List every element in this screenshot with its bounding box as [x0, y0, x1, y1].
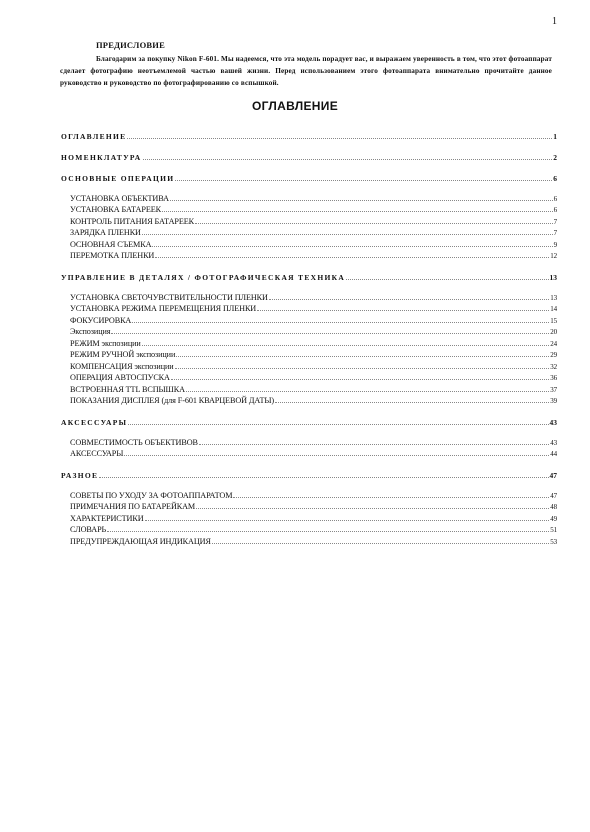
toc-entry[interactable] [61, 203, 557, 215]
toc-section [61, 415, 557, 459]
toc-section-entry[interactable] [61, 468, 557, 480]
toc-entry-page: 53 [550, 537, 557, 546]
toc-entry-label: УСТАНОВКА СВЕТОЧУВСТВИТЕЛЬНОСТИ ПЛЕНКИ [70, 292, 268, 302]
toc-leader-dots [195, 222, 553, 224]
toc-entry-page: 48 [550, 503, 557, 511]
toc-entry-page: 7 [553, 229, 557, 237]
toc-leader-dots [170, 199, 553, 201]
toc-section-entry[interactable] [61, 129, 557, 141]
toc-entry-label: ОПЕРАЦИЯ АВТОСПУСКА [70, 373, 170, 382]
toc-section-page: 1 [553, 132, 557, 141]
toc-leader-dots [155, 256, 549, 258]
toc-section-page: 13 [549, 273, 557, 282]
toc-entry-page: 12 [550, 252, 557, 260]
toc-section-page: 43 [549, 418, 557, 427]
toc-leader-dots [124, 454, 549, 456]
preface-title: ПРЕДИСЛОВИЕ [96, 40, 165, 50]
toc-leader-dots [175, 367, 550, 369]
toc-section-title: АКСЕССУАРЫ [61, 418, 128, 427]
toc-section-title: НОМЕНКЛАТУРА [61, 153, 142, 162]
toc-entry-label: СОВЕТЫ ПО УХОДУ ЗА ФОТОАППАРАТОМ [70, 490, 233, 500]
toc-leader-dots [132, 321, 549, 323]
toc-title: ОГЛАВЛЕНИЕ [251, 99, 338, 113]
toc-entry-page: 20 [550, 328, 557, 336]
toc-entry-page: 7 [553, 217, 557, 226]
toc-entry[interactable] [61, 359, 557, 371]
toc-entry-list [61, 488, 557, 546]
toc-entry-label: ХАРАКТЕРИСТИКИ [70, 513, 144, 523]
toc-entry-label: ПОКАЗАНИЯ ДИСПЛЕЯ (для F-601 КВАРЦЕВОЙ ДАТЫ) [70, 396, 275, 405]
toc-entry-page: 14 [550, 305, 557, 313]
toc-leader-dots [111, 332, 549, 334]
toc-leader-dots [269, 298, 549, 300]
toc-entry-label: УСТАНОВКА РЕЖИМА ПЕРЕМЕЩЕНИЯ ПЛЕНКИ [70, 304, 257, 313]
toc-entry-page: 24 [550, 339, 557, 348]
toc-entry-label: ПЕРЕМОТКА ПЛЕНКИ [70, 251, 155, 260]
toc-leader-dots [186, 390, 549, 392]
toc-leader-dots [171, 378, 549, 380]
toc-leader-dots [142, 344, 549, 346]
toc-entry[interactable] [61, 523, 557, 535]
page-number: 1 [552, 16, 557, 27]
toc-entry-page: 43 [550, 438, 557, 447]
toc-leader-dots [199, 443, 549, 445]
toc-section-page: 2 [553, 153, 557, 162]
toc-entry-label: ФОКУСИРОВКА [70, 315, 132, 325]
table-of-contents [61, 120, 557, 547]
preface-text: Благодарим за покупку Nikon F-601. Мы надеемся, что эта модель порадует вас, и выражаем уверенность в том, что этот фотоаппарат сделает фотографию неотъемлемой частью вашей жизни. Перед использованием этого фотоаппарата внимательно прочитайте данное руководство и руководство по фотографированию со вспышкой. [60, 55, 552, 87]
toc-entry[interactable] [61, 313, 557, 325]
toc-section [61, 171, 557, 261]
toc-entry[interactable] [61, 191, 557, 203]
toc-entry-page: 6 [553, 194, 557, 203]
toc-entry[interactable] [61, 226, 557, 238]
toc-entry-page: 15 [550, 316, 557, 325]
toc-entry[interactable] [61, 336, 557, 348]
toc-leader-dots [145, 519, 550, 521]
toc-entry-label: ВСТРОЕННАЯ TTL ВСПЫШКА [70, 384, 185, 394]
toc-entry[interactable] [61, 214, 557, 226]
toc-entry[interactable] [61, 382, 557, 394]
toc-entry[interactable] [61, 325, 557, 337]
toc-entry-page: 36 [550, 374, 557, 382]
toc-entry[interactable] [61, 290, 557, 302]
toc-entry-label: АКСЕССУАРЫ [70, 449, 124, 458]
toc-entry-page: 49 [550, 514, 557, 523]
toc-entry-label: УСТАНОВКА БАТАРЕЕК [70, 205, 161, 214]
toc-leader-dots [143, 158, 553, 160]
toc-entry-page: 32 [550, 362, 557, 371]
toc-section [61, 270, 557, 406]
toc-entry-label: ЗАРЯДКА ПЛЕНКИ [70, 228, 141, 237]
toc-section [61, 468, 557, 547]
toc-entry-label: ПРЕДУПРЕЖДАЮЩАЯ ИНДИКАЦИЯ [70, 536, 211, 546]
toc-entry-label: УСТАНОВКА ОБЪЕКТИВА [70, 193, 169, 203]
toc-entry-label: СЛОВАРЬ [70, 525, 107, 534]
toc-entry-page: 51 [550, 526, 557, 534]
toc-section-title: РАЗНОЕ [61, 471, 99, 480]
toc-entry-page: 13 [550, 293, 557, 302]
toc-entry-page: 37 [550, 385, 557, 394]
toc-section-entry[interactable] [61, 171, 557, 183]
toc-entry[interactable] [61, 435, 557, 447]
toc-leader-dots [127, 137, 552, 139]
toc-section-title: УПРАВЛЕНИЕ В ДЕТАЛЯХ / ФОТОГРАФИЧЕСКАЯ ТЕХНИКА [61, 273, 346, 282]
toc-leader-dots [107, 530, 549, 532]
toc-entry-label: КОМПЕНСАЦИЯ экспозиции [70, 361, 174, 371]
toc-entry[interactable] [61, 237, 557, 249]
toc-leader-dots [128, 423, 548, 425]
toc-section-entry[interactable] [61, 415, 557, 427]
toc-entry-label: Экспозиция [70, 327, 111, 336]
toc-leader-dots [346, 278, 548, 280]
toc-entry-page: 44 [550, 450, 557, 458]
toc-entry-page: 39 [550, 397, 557, 405]
toc-entry-page: 47 [550, 491, 557, 500]
toc-entry[interactable] [61, 371, 557, 383]
toc-entry-label: СОВМЕСТИМОСТЬ ОБЪЕКТИВОВ [70, 437, 198, 447]
toc-section-title: ОСНОВНЫЕ ОПЕРАЦИИ [61, 174, 175, 183]
toc-section-title: ОГЛАВЛЕНИЕ [61, 132, 127, 141]
toc-entry[interactable] [61, 511, 557, 523]
toc-entry[interactable] [61, 534, 557, 546]
toc-leader-dots [275, 401, 549, 403]
toc-entry-label: КОНТРОЛЬ ПИТАНИЯ БАТАРЕЕК [70, 216, 195, 226]
toc-entry-page: 9 [553, 240, 557, 249]
preface [60, 40, 552, 89]
toc-entry-list [61, 435, 557, 458]
toc-section-entry[interactable] [61, 150, 557, 162]
toc-section-page: 6 [553, 174, 557, 183]
toc-entry-list [61, 191, 557, 260]
toc-leader-dots [162, 210, 553, 212]
toc-entry[interactable] [61, 394, 557, 406]
toc-leader-dots [196, 507, 549, 509]
toc-entry[interactable] [61, 447, 557, 459]
toc-entry-page: 6 [553, 206, 557, 214]
toc-leader-dots [175, 179, 552, 181]
toc-entry-label: ПРИМЕЧАНИЯ ПО БАТАРЕЙКАМ [70, 502, 196, 511]
toc-section [61, 129, 557, 141]
toc-leader-dots [142, 233, 553, 235]
toc-entry[interactable] [61, 500, 557, 512]
toc-leader-dots [99, 476, 548, 478]
toc-entry-label: ОСНОВНАЯ СЪЕМКА [70, 239, 152, 249]
toc-leader-dots [152, 245, 552, 247]
toc-entry-label: РЕЖИМ РУЧНОЙ экспозиции [70, 350, 176, 359]
toc-entry[interactable] [61, 302, 557, 314]
toc-entry[interactable] [61, 348, 557, 360]
toc-section-entry[interactable] [61, 270, 557, 282]
toc-section-page: 47 [549, 471, 557, 480]
toc-entry-list [61, 290, 557, 405]
toc-entry-page: 29 [550, 351, 557, 359]
toc-leader-dots [233, 496, 549, 498]
toc-leader-dots [212, 542, 549, 544]
toc-entry[interactable] [61, 488, 557, 500]
toc-leader-dots [257, 309, 549, 311]
toc-entry[interactable] [61, 249, 557, 261]
toc-leader-dots [176, 355, 549, 357]
toc-section [61, 150, 557, 162]
toc-entry-label: РЕЖИМ экспозиции [70, 338, 141, 348]
